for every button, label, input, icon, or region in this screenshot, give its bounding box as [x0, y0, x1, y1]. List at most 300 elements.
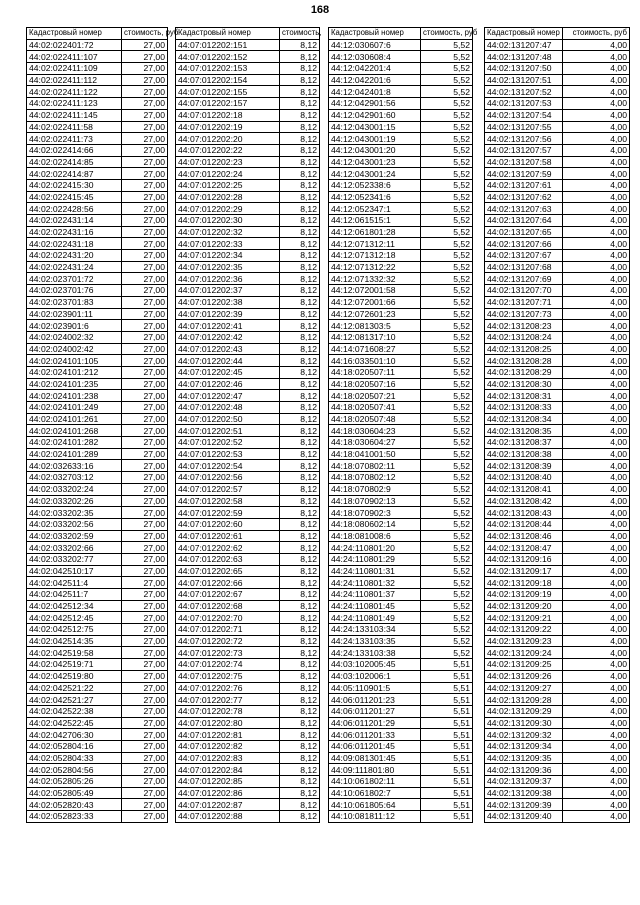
cadastral-number-cell: 44:06:011201:45: [329, 740, 421, 752]
cadastral-number-cell: 44:02:131208:47: [485, 542, 563, 554]
cost-cell: 27,00: [122, 787, 168, 799]
table-row: [329, 472, 473, 484]
cost-cell: 5,52: [421, 191, 473, 203]
cost-cell: 8,12: [280, 390, 320, 402]
table-row: [485, 729, 630, 741]
cadastral-number-cell: 44:02:131209:39: [485, 799, 563, 811]
cadastral-number-cell: 44:06:011201:29: [329, 717, 421, 729]
cadastral-number-cell: 44:02:024101:235: [27, 378, 122, 390]
cost-cell: 27,00: [122, 600, 168, 612]
cost-cell: 5,52: [421, 378, 473, 390]
cost-cell: 27,00: [122, 191, 168, 203]
table-row: [329, 729, 473, 741]
table-row: [329, 740, 473, 752]
cadastral-number-cell: 44:02:023901:11: [27, 308, 122, 320]
cadastral-number-cell: 44:02:022431:18: [27, 238, 122, 250]
cadastral-number-cell: 44:02:131207:70: [485, 285, 563, 297]
table-row: [485, 98, 630, 110]
table-row: [176, 752, 320, 764]
cadastral-number-cell: 44:02:131209:30: [485, 717, 563, 729]
cadastral-number-cell: 44:02:033202:66: [27, 542, 122, 554]
cost-cell: 27,00: [122, 320, 168, 332]
cost-cell: 5,52: [421, 600, 473, 612]
table-row: [27, 448, 168, 460]
cost-cell: 5,52: [421, 635, 473, 647]
column-header-cadastral-number: Кадастровый номер: [485, 28, 563, 40]
table-row: [485, 144, 630, 156]
cadastral-number-cell: 44:02:022431:16: [27, 226, 122, 238]
cadastral-number-cell: 44:02:042512:45: [27, 612, 122, 624]
cadastral-number-cell: 44:07:012202:33: [176, 238, 280, 250]
table-row: [176, 296, 320, 308]
cadastral-number-cell: 44:02:022414:85: [27, 156, 122, 168]
table-row: [329, 109, 473, 121]
table-row: [485, 133, 630, 145]
table-row: [176, 624, 320, 636]
cadastral-number-cell: 44:02:131208:43: [485, 507, 563, 519]
table-row: [329, 168, 473, 180]
table-row: [329, 717, 473, 729]
table-row: [27, 320, 168, 332]
cadastral-number-cell: 44:02:131207:65: [485, 226, 563, 238]
table-row: [485, 507, 630, 519]
cadastral-number-cell: 44:12:043001:20: [329, 144, 421, 156]
cadastral-number-cell: 44:02:022411:145: [27, 109, 122, 121]
cost-cell: 5,52: [421, 460, 473, 472]
cadastral-number-cell: 44:02:131207:58: [485, 156, 563, 168]
cadastral-number-cell: 44:12:042901:56: [329, 98, 421, 110]
table-row: [27, 577, 168, 589]
cadastral-number-cell: 44:24:110801:49: [329, 612, 421, 624]
cadastral-number-cell: 44:02:131207:57: [485, 144, 563, 156]
table-row: [329, 811, 473, 823]
cost-cell: 27,00: [122, 390, 168, 402]
table-row: [329, 261, 473, 273]
cadastral-number-cell: 44:12:072001:58: [329, 285, 421, 297]
cost-cell: 4,00: [563, 250, 630, 262]
table-row: [329, 191, 473, 203]
cost-cell: 27,00: [122, 285, 168, 297]
cadastral-number-cell: 44:02:131208:37: [485, 437, 563, 449]
cadastral-number-cell: 44:07:012202:151: [176, 39, 280, 51]
cadastral-number-cell: 44:02:024002:42: [27, 343, 122, 355]
cadastral-number-cell: 44:02:024101:105: [27, 355, 122, 367]
cadastral-number-cell: 44:18:030604:23: [329, 425, 421, 437]
cadastral-number-cell: 44:02:042510:17: [27, 565, 122, 577]
cadastral-number-cell: 44:12:042901:60: [329, 109, 421, 121]
table-row: [27, 39, 168, 51]
table-row: [176, 518, 320, 530]
cost-cell: 4,00: [563, 799, 630, 811]
table-row: [176, 507, 320, 519]
cost-cell: 4,00: [563, 717, 630, 729]
cost-cell: 8,12: [280, 203, 320, 215]
cadastral-number-cell: 44:12:071312:18: [329, 250, 421, 262]
table-row: [485, 740, 630, 752]
cost-cell: 5,52: [421, 109, 473, 121]
table-row: [485, 390, 630, 402]
table-row: [27, 705, 168, 717]
table-row: [27, 495, 168, 507]
cost-cell: 8,12: [280, 191, 320, 203]
cost-cell: 5,52: [421, 133, 473, 145]
cost-cell: 27,00: [122, 694, 168, 706]
cost-cell: 8,12: [280, 273, 320, 285]
table-row: [27, 121, 168, 133]
cost-cell: 8,12: [280, 86, 320, 98]
cadastral-number-cell: 44:02:042511:4: [27, 577, 122, 589]
cost-cell: 4,00: [563, 285, 630, 297]
cadastral-number-cell: 44:18:070902:13: [329, 495, 421, 507]
cadastral-number-cell: 44:07:012202:71: [176, 624, 280, 636]
cadastral-number-cell: 44:02:131207:47: [485, 39, 563, 51]
cadastral-number-cell: 44:02:052805:26: [27, 776, 122, 788]
table-row: [485, 308, 630, 320]
cost-cell: 5,51: [421, 752, 473, 764]
cadastral-number-cell: 44:02:131209:27: [485, 682, 563, 694]
table-row: [176, 109, 320, 121]
table-row: [27, 799, 168, 811]
cost-cell: 8,12: [280, 378, 320, 390]
cadastral-number-cell: 44:02:131209:19: [485, 589, 563, 601]
cadastral-number-cell: 44:07:012202:43: [176, 343, 280, 355]
table-row: [176, 63, 320, 75]
cadastral-number-cell: 44:02:022411:112: [27, 74, 122, 86]
cost-cell: 8,12: [280, 261, 320, 273]
cost-cell: 27,00: [122, 39, 168, 51]
cadastral-number-cell: 44:02:131207:69: [485, 273, 563, 285]
cost-cell: 5,51: [421, 811, 473, 823]
table-row: [27, 261, 168, 273]
cadastral-number-cell: 44:07:012202:86: [176, 787, 280, 799]
table-row: [329, 507, 473, 519]
table-row: [485, 799, 630, 811]
table-row: [329, 203, 473, 215]
cadastral-number-cell: 44:07:012202:48: [176, 402, 280, 414]
table-row: [27, 612, 168, 624]
table-row: [27, 682, 168, 694]
cadastral-number-cell: 44:24:110801:37: [329, 589, 421, 601]
cost-cell: 8,12: [280, 39, 320, 51]
cadastral-number-cell: 44:02:131208:24: [485, 331, 563, 343]
cadastral-number-cell: 44:02:022415:45: [27, 191, 122, 203]
table-row: [329, 179, 473, 191]
cost-cell: 4,00: [563, 448, 630, 460]
table-row: [485, 203, 630, 215]
table-row: [176, 647, 320, 659]
cost-cell: 27,00: [122, 366, 168, 378]
cost-cell: 4,00: [563, 51, 630, 63]
table-row: [176, 635, 320, 647]
table-row: [27, 776, 168, 788]
cost-cell: 5,52: [421, 179, 473, 191]
cost-cell: 5,51: [421, 705, 473, 717]
table-row: [485, 483, 630, 495]
cost-cell: 4,00: [563, 740, 630, 752]
cost-cell: 5,51: [421, 764, 473, 776]
cost-cell: 5,52: [421, 518, 473, 530]
cadastral-number-cell: 44:02:131207:48: [485, 51, 563, 63]
table-row: [485, 109, 630, 121]
cost-cell: 5,51: [421, 729, 473, 741]
table-row: [329, 635, 473, 647]
table-row: [329, 565, 473, 577]
table-row: [485, 39, 630, 51]
table-row: [27, 659, 168, 671]
cadastral-number-cell: 44:02:131208:23: [485, 320, 563, 332]
cadastral-number-cell: 44:02:033202:35: [27, 507, 122, 519]
table-row: [176, 343, 320, 355]
cost-cell: 27,00: [122, 776, 168, 788]
cost-cell: 8,12: [280, 577, 320, 589]
cadastral-number-cell: 44:03:102005:45: [329, 659, 421, 671]
table-row: [27, 285, 168, 297]
cadastral-number-cell: 44:07:012202:52: [176, 437, 280, 449]
cadastral-number-cell: 44:02:023701:72: [27, 273, 122, 285]
cost-cell: 4,00: [563, 507, 630, 519]
cadastral-number-cell: 44:07:012202:36: [176, 273, 280, 285]
cost-cell: 4,00: [563, 425, 630, 437]
cost-cell: 27,00: [122, 472, 168, 484]
cadastral-number-cell: 44:07:012202:76: [176, 682, 280, 694]
table-row: [329, 600, 473, 612]
cadastral-number-cell: 44:07:012202:67: [176, 589, 280, 601]
cadastral-number-cell: 44:07:012202:70: [176, 612, 280, 624]
cadastral-number-cell: 44:07:012202:154: [176, 74, 280, 86]
table-row: [176, 133, 320, 145]
cadastral-number-cell: 44:12:081303:5: [329, 320, 421, 332]
table-row: [329, 296, 473, 308]
table-row: [485, 156, 630, 168]
cost-cell: 4,00: [563, 273, 630, 285]
cost-cell: 4,00: [563, 215, 630, 227]
cost-cell: 5,51: [421, 776, 473, 788]
table-row: [176, 144, 320, 156]
table-row: [176, 168, 320, 180]
cost-cell: 8,12: [280, 705, 320, 717]
cost-cell: 5,52: [421, 624, 473, 636]
table-row: [329, 98, 473, 110]
cadastral-number-cell: 44:07:012202:45: [176, 366, 280, 378]
cost-cell: 4,00: [563, 811, 630, 823]
table-row: [27, 238, 168, 250]
cadastral-number-cell: 44:02:131207:62: [485, 191, 563, 203]
cost-cell: 4,00: [563, 109, 630, 121]
table-row: [27, 425, 168, 437]
cadastral-number-cell: 44:02:131209:23: [485, 635, 563, 647]
cost-cell: 27,00: [122, 238, 168, 250]
cost-cell: 5,52: [421, 542, 473, 554]
table-row: [176, 226, 320, 238]
table-row: [329, 647, 473, 659]
column-header-cadastral-number: Кадастровый номер: [329, 28, 421, 40]
cadastral-number-cell: 44:02:024101:268: [27, 425, 122, 437]
cadastral-number-cell: 44:07:012202:83: [176, 752, 280, 764]
cadastral-number-cell: 44:02:131209:16: [485, 553, 563, 565]
table-row: [27, 752, 168, 764]
cadastral-number-cell: 44:14:071608:27: [329, 343, 421, 355]
table-row: [329, 308, 473, 320]
cadastral-number-cell: 44:12:052341:6: [329, 191, 421, 203]
table-row: [329, 659, 473, 671]
cadastral-number-cell: 44:02:131208:35: [485, 425, 563, 437]
cadastral-number-cell: 44:02:042512:34: [27, 600, 122, 612]
table-row: [485, 635, 630, 647]
cost-cell: 8,12: [280, 250, 320, 262]
cost-cell: 8,12: [280, 483, 320, 495]
cadastral-number-cell: 44:02:022411:122: [27, 86, 122, 98]
cost-cell: 5,51: [421, 659, 473, 671]
cadastral-number-cell: 44:07:012202:65: [176, 565, 280, 577]
cadastral-number-cell: 44:02:022411:73: [27, 133, 122, 145]
cost-cell: 4,00: [563, 320, 630, 332]
cadastral-number-cell: 44:02:024101:249: [27, 402, 122, 414]
cost-cell: 5,52: [421, 437, 473, 449]
table-row: [329, 776, 473, 788]
table-row: [176, 565, 320, 577]
cost-cell: 27,00: [122, 215, 168, 227]
cadastral-number-cell: 44:07:012202:41: [176, 320, 280, 332]
table-row: [27, 600, 168, 612]
cost-cell: 8,12: [280, 518, 320, 530]
cost-cell: 5,51: [421, 787, 473, 799]
table-row: [329, 483, 473, 495]
cost-cell: 4,00: [563, 589, 630, 601]
cadastral-number-cell: 44:07:012202:78: [176, 705, 280, 717]
cadastral-number-cell: 44:09:081301:45: [329, 752, 421, 764]
table-row: [485, 261, 630, 273]
cost-cell: 27,00: [122, 343, 168, 355]
cadastral-number-cell: 44:24:133103:38: [329, 647, 421, 659]
cost-cell: 27,00: [122, 144, 168, 156]
cost-cell: 8,12: [280, 530, 320, 542]
cadastral-number-cell: 44:07:012202:30: [176, 215, 280, 227]
cost-cell: 5,52: [421, 589, 473, 601]
table-row: [176, 448, 320, 460]
cost-cell: 4,00: [563, 764, 630, 776]
cadastral-number-cell: 44:12:030607:6: [329, 39, 421, 51]
cost-cell: 8,12: [280, 542, 320, 554]
table-row: [329, 63, 473, 75]
cadastral-number-cell: 44:06:011201:23: [329, 694, 421, 706]
cost-cell: 4,00: [563, 308, 630, 320]
cadastral-number-cell: 44:02:131209:21: [485, 612, 563, 624]
cost-cell: 4,00: [563, 694, 630, 706]
cost-cell: 27,00: [122, 250, 168, 262]
cadastral-number-cell: 44:02:023901:6: [27, 320, 122, 332]
cadastral-number-cell: 44:07:012202:50: [176, 413, 280, 425]
table-row: [329, 226, 473, 238]
cadastral-number-cell: 44:02:131209:38: [485, 787, 563, 799]
cadastral-number-cell: 44:02:022411:58: [27, 121, 122, 133]
cadastral-number-cell: 44:18:020507:16: [329, 378, 421, 390]
table-row: [27, 109, 168, 121]
cost-cell: 4,00: [563, 670, 630, 682]
table-row: [329, 51, 473, 63]
cost-cell: 5,52: [421, 402, 473, 414]
table-row: [27, 296, 168, 308]
cadastral-number-cell: 44:02:131208:40: [485, 472, 563, 484]
cadastral-number-cell: 44:02:131208:41: [485, 483, 563, 495]
cost-cell: 5,52: [421, 530, 473, 542]
cost-cell: 27,00: [122, 682, 168, 694]
cost-cell: 5,51: [421, 717, 473, 729]
cadastral-number-cell: 44:07:012202:57: [176, 483, 280, 495]
cadastral-number-cell: 44:10:061802:7: [329, 787, 421, 799]
table-row: [176, 156, 320, 168]
table-row: [27, 168, 168, 180]
cadastral-number-cell: 44:24:133103:34: [329, 624, 421, 636]
cadastral-number-cell: 44:07:012202:62: [176, 542, 280, 554]
cadastral-number-cell: 44:02:033202:56: [27, 518, 122, 530]
cadastral-number-cell: 44:02:052804:33: [27, 752, 122, 764]
cost-cell: 8,12: [280, 670, 320, 682]
cadastral-number-cell: 44:02:131207:53: [485, 98, 563, 110]
table-row: [176, 694, 320, 706]
cadastral-number-cell: 44:18:020507:21: [329, 390, 421, 402]
table-row: [329, 121, 473, 133]
cadastral-number-cell: 44:02:022428:56: [27, 203, 122, 215]
cost-cell: 5,52: [421, 390, 473, 402]
cost-cell: 27,00: [122, 542, 168, 554]
table-row: [485, 402, 630, 414]
cost-cell: 27,00: [122, 811, 168, 823]
cadastral-number-cell: 44:02:131209:24: [485, 647, 563, 659]
cadastral-number-cell: 44:02:022401:72: [27, 39, 122, 51]
cadastral-table-2: [175, 27, 320, 823]
cost-cell: 8,12: [280, 507, 320, 519]
cadastral-number-cell: 44:02:131209:35: [485, 752, 563, 764]
table-row: [485, 320, 630, 332]
cadastral-number-cell: 44:07:012202:75: [176, 670, 280, 682]
cadastral-number-cell: 44:07:012202:88: [176, 811, 280, 823]
cadastral-number-cell: 44:02:131208:38: [485, 448, 563, 460]
cadastral-number-cell: 44:09:111801:80: [329, 764, 421, 776]
table-row: [485, 811, 630, 823]
table-row: [176, 542, 320, 554]
cadastral-table-4: [484, 27, 630, 823]
cadastral-number-cell: 44:02:042519:58: [27, 647, 122, 659]
cost-cell: 27,00: [122, 612, 168, 624]
table-row: [329, 542, 473, 554]
cadastral-number-cell: 44:18:020507:48: [329, 413, 421, 425]
cadastral-number-cell: 44:02:023701:76: [27, 285, 122, 297]
cost-cell: 5,52: [421, 203, 473, 215]
cadastral-number-cell: 44:07:012202:56: [176, 472, 280, 484]
cost-cell: 27,00: [122, 764, 168, 776]
table-row: [27, 63, 168, 75]
cadastral-number-cell: 44:07:012202:35: [176, 261, 280, 273]
table-row: [329, 799, 473, 811]
cost-cell: 4,00: [563, 355, 630, 367]
cadastral-table-1: [26, 27, 179, 823]
cost-cell: 8,12: [280, 296, 320, 308]
cost-cell: 27,00: [122, 261, 168, 273]
cadastral-number-cell: 44:02:131209:20: [485, 600, 563, 612]
cadastral-number-cell: 44:07:012202:68: [176, 600, 280, 612]
table-row: [485, 565, 630, 577]
cost-cell: 4,00: [563, 343, 630, 355]
cost-cell: 4,00: [563, 98, 630, 110]
table-row: [485, 226, 630, 238]
table-row: [329, 553, 473, 565]
cost-cell: 4,00: [563, 600, 630, 612]
table-row: [176, 670, 320, 682]
cost-cell: 8,12: [280, 238, 320, 250]
table-row: [27, 226, 168, 238]
cost-cell: 27,00: [122, 179, 168, 191]
cadastral-number-cell: 44:07:012202:60: [176, 518, 280, 530]
